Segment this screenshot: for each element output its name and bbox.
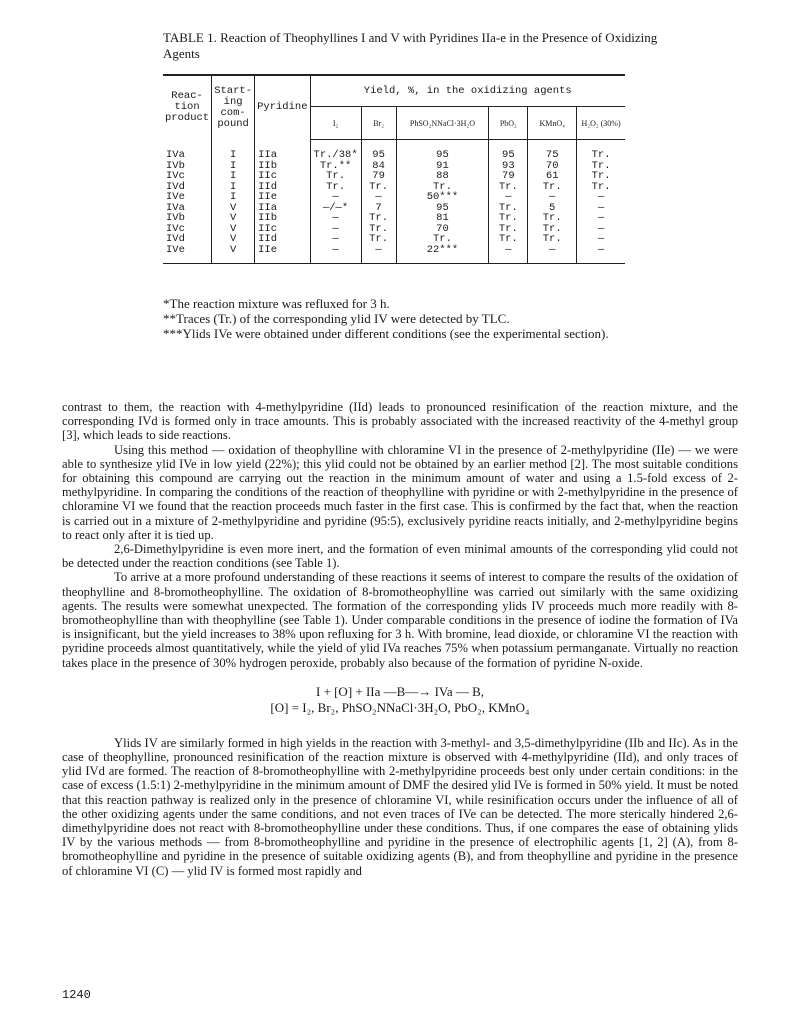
cell-yield: Tr. [361, 234, 396, 245]
paragraph: Ylids IV are similarly formed in high yields in the reaction with 3-methyl- and 3,5-dimethylpyridine (IIb and IIc). As in the case of theophylline, pronounced resinification of the reaction mixture is observed with 4-methylpyridine (IId), and only traces of ylid IVd are formed. The reaction of 8-bromotheophylline with 2-methylpyridine proceeds best only under certain conditions: in the case of excess (1.5:1) 2-methylpyridine in the minimum amount of DMF the desired ylid IVe is formed in 50% yield. It must be noted that this reaction pathway is realized only in the presence of chloramine VI, while resinification occurs under the influence of all of the other oxidizing agents under the same conditions, and not even traces of IVe can be detected. The more sterically hindered 2,6-dimethylpyridine does not react with 8-bromotheophylline under these conditions. Thus, if one compares the ease of obtaining ylids IV by the various methods — from 8-bromotheophylline and pyridine in the presence of electrophilic agents [1, 2] (A), from 8-bromotheophylline and pyridine in the presence of suitable oxidizing agents (B), and from theophylline and pyridine in the presence of chloramine VI (C) — ylid IV is formed most rapidly and [62, 735, 738, 878]
cell-pyridine: IIa [255, 140, 310, 161]
cell-yield: 75 [528, 140, 577, 161]
cell-pyridine: IId [255, 182, 310, 193]
cell-yield: 81 [396, 213, 489, 224]
cell-starting-compound: V [212, 245, 255, 264]
paragraph: Using this method — oxidation of theophylline with chloramine VI in the presence of 2-methylpyridine (IIe) — we were able to synthesize ylid IVe in low yield (22%); this ylid could not be obtained by an earlier method [2]. The most suitable conditions for obtaining this compound are carrying out the reaction in the minimum amount of water and using a 1.5-fold excess of 2-methylpyridine. In comparing the conditions of the reaction of theophylline with pyridine or with 2-methylpyridine in the presence of chloramine VI we found that the reaction proceeds much faster in the first case. This is confirmed by the fact that, when the reaction is carried out in a mixture of 2-methylpyridine and pyridine (95:5), exclusively pyridine reacts initially, and 2-methylpyridine begins to react only after it is tied up. [62, 442, 738, 542]
cell-starting-compound: I [212, 192, 255, 203]
table-row [163, 171, 625, 182]
cell-yield: 88 [396, 171, 489, 182]
cell-yield: Tr./38* [310, 140, 361, 161]
cell-pyridine: IIb [255, 213, 310, 224]
cell-starting-compound: V [212, 203, 255, 214]
cell-yield: — [528, 192, 577, 203]
table-row [163, 234, 625, 245]
table-row [163, 213, 625, 224]
cell-yield: Tr. [361, 213, 396, 224]
cell-pyridine: IIc [255, 171, 310, 182]
cell-yield: Tr. [489, 203, 528, 214]
footnote-1: *The reaction mixture was refluxed for 3 h. [163, 296, 390, 311]
cell-starting-compound: I [212, 182, 255, 193]
body-text [62, 400, 738, 878]
cell-yield: — [489, 245, 528, 264]
cell-yield: Tr. [591, 149, 611, 161]
cell-yield: Tr. [528, 213, 577, 224]
cell-yield: — [528, 245, 577, 264]
cell-yield: Tr. [489, 234, 528, 245]
cell-yield: Tr. [396, 182, 489, 193]
cell-yield: Tr. [489, 182, 528, 193]
cell-product: IVe [163, 192, 212, 203]
cell-yield: Tr. [396, 234, 489, 245]
cell-pyridine: IId [255, 234, 310, 245]
cell-product: IVa [163, 203, 212, 214]
cell-yield: Tr. [489, 224, 528, 235]
cell-yield: Tr. [489, 213, 528, 224]
cell-yield: 50*** [396, 192, 489, 203]
cell-yield: 79 [489, 171, 528, 182]
cell-starting-compound: V [212, 224, 255, 235]
cell-yield: Tr. [528, 234, 577, 245]
cell-product: IVd [163, 234, 212, 245]
cell-yield: — [577, 245, 625, 264]
cell-starting-compound: I [212, 171, 255, 182]
cell-yield: 95 [361, 140, 396, 161]
yield-table [163, 74, 625, 264]
table-row [163, 140, 625, 161]
paragraph: contrast to them, the reaction with 4-methylpyridine (IId) leads to pronounced resinification of the reaction mixture, and the corresponding IVd is formed only in trace amounts. This is probably associated with the increased reactivity of the 4-methyl group [3], which leads to side reactions. [62, 400, 738, 443]
cell-yield: — [597, 233, 605, 245]
cell-yield: Tr. [591, 159, 611, 172]
header-pyridine: Pyridine [255, 75, 310, 140]
cell-yield: — [310, 213, 361, 224]
header-agent-permanganate: KMnO₄ [528, 107, 577, 140]
cell-product: IVc [163, 224, 212, 235]
cell-yield: — [489, 192, 528, 203]
cell-pyridine: IIa [255, 203, 310, 214]
cell-product: IVe [163, 245, 212, 264]
footnote-3: ***Ylids IVe were obtained under different conditions (see the experimental section). [163, 326, 609, 341]
paragraph: To arrive at a more profound understanding of these reactions it seems of interest to compare the results of the oxidation of theophylline and 8-bromotheophylline. The oxidation of 8-bromotheophylline was carried out similarly with the same oxidizing agents. The results were somewhat unexpected. The formation of the corresponding ylids IV proceeds much more readily with 8-bromotheophylline than with theophylline (see Table 1). Under comparable conditions in the presence of iodine the formation of IVa is insignificant, but the yield increases to 38% upon refluxing for 3 h. With bromine, lead dioxide, or chloramine VI the reaction with pyridine proceeds almost quantitatively, while the yield of ylid IVa reaches 75% when potassium permanganate. Virtually no reaction takes place in the presence of 30% hydrogen peroxide, probably also because of the formation of pyridine N-oxide. [62, 570, 738, 670]
cell-pyridine: IIc [255, 224, 310, 235]
table-caption: TABLE 1. Reaction of Theophyllines I and V with Pyridines IIa-e in the Presence of Oxidizing Agents [163, 30, 658, 61]
table-body [163, 140, 625, 264]
cell-product: IVb [163, 213, 212, 224]
paragraph: 2,6-Dimethylpyridine is even more inert, and the formation of even minimal amounts of the corresponding ylid could not be detected under the reaction conditions (see Table 1). [62, 542, 738, 571]
cell-yield: 95 [396, 140, 489, 161]
header-agent-iodine: I₂ [310, 107, 361, 140]
cell-yield: —/—* [310, 203, 361, 214]
header-reaction-product: Reac- tion product [163, 75, 212, 140]
cell-yield: 79 [361, 171, 396, 182]
cell-yield: 70 [528, 161, 577, 172]
page-number: 1240 [62, 988, 91, 1002]
table-row [163, 245, 625, 264]
header-agent-chloramine: PhSO₂NNaCl·3H₂O [396, 107, 489, 140]
cell-yield: — [310, 192, 361, 203]
cell-product: IVc [163, 171, 212, 182]
cell-yield: Tr. [310, 182, 361, 193]
cell-yield: — [597, 191, 605, 203]
header-agent-lead-dioxide: PbO₂ [489, 107, 528, 140]
cell-yield: 91 [396, 161, 489, 172]
cell-yield: — [361, 192, 396, 203]
cell-pyridine: IIe [255, 245, 310, 264]
cell-yield: Tr. [591, 180, 611, 193]
cell-yield: 84 [361, 161, 396, 172]
cell-yield: 7 [361, 203, 396, 214]
cell-yield: — [310, 234, 361, 245]
cell-yield: 5 [528, 203, 577, 214]
equation-line-2: [O] = I₂, Br₂, PhSO₂NNaCl·3H₂O, PbO₂, KMnO₄ [270, 699, 530, 715]
cell-yield: — [361, 245, 396, 264]
cell-starting-compound: V [212, 234, 255, 245]
cell-yield: — [310, 224, 361, 235]
cell-yield: Tr. [528, 182, 577, 193]
table-footnotes [163, 296, 648, 341]
cell-yield: Tr. [528, 224, 577, 235]
cell-yield: Tr. [361, 182, 396, 193]
cell-yield: Tr. [361, 224, 396, 235]
cell-yield: 70 [396, 224, 489, 235]
cell-product: IVa [163, 140, 212, 161]
header-agent-bromine: Br₂ [361, 107, 396, 140]
cell-yield: 61 [528, 171, 577, 182]
cell-product: IVb [163, 161, 212, 172]
header-yield-group: Yield, %, in the oxidizing agents [310, 75, 625, 107]
cell-yield: Tr. [591, 170, 611, 182]
cell-yield: — [310, 245, 361, 264]
cell-starting-compound: I [212, 161, 255, 172]
cell-yield: Tr. [310, 171, 361, 182]
cell-pyridine: IIe [255, 192, 310, 203]
header-agent-peroxide: H₂O₂ (30%) [577, 107, 625, 140]
cell-yield: 93 [489, 161, 528, 172]
equation-line-1: I + [O] + IIa —B—→ IVa — B, [315, 683, 485, 699]
table-row [163, 192, 625, 203]
cell-yield: — [597, 212, 605, 224]
cell-starting-compound: I [212, 140, 255, 161]
cell-yield: — [597, 201, 605, 214]
header-starting-compound: Start- ing com- pound [212, 75, 255, 140]
cell-yield: 22*** [396, 245, 489, 264]
cell-yield: — [597, 222, 605, 235]
cell-yield: 95 [396, 203, 489, 214]
cell-product: IVd [163, 182, 212, 193]
cell-yield: Tr.** [310, 161, 361, 172]
footnote-2: **Traces (Tr.) of the corresponding ylid IV were detected by TLC. [163, 311, 510, 326]
cell-yield: 95 [489, 140, 528, 161]
cell-pyridine: IIb [255, 161, 310, 172]
reaction-equation [62, 684, 738, 716]
cell-starting-compound: V [212, 213, 255, 224]
